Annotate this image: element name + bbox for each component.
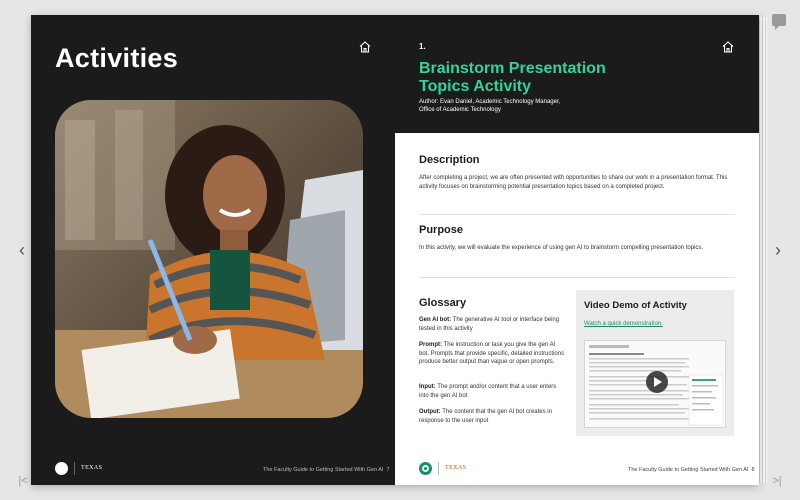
left-page <box>31 15 395 485</box>
page-number: 8 <box>751 467 755 473</box>
play-icon[interactable] <box>646 371 668 393</box>
section-divider <box>419 214 735 215</box>
page-title: Activities <box>55 43 179 73</box>
glossary-item: Gen AI bot: The generative AI tool or interface being tested in this activity <box>419 317 560 332</box>
texas-wordmark: TEXAS <box>445 465 467 471</box>
page-footer: The Faculty Guide to Getting Started With Gen AI 8 <box>628 467 755 473</box>
home-icon[interactable] <box>358 40 372 54</box>
book-spread <box>31 15 759 485</box>
purpose-heading: Purpose <box>419 224 464 236</box>
video-demo-card <box>576 290 734 436</box>
page-footer: The Faculty Guide to Getting Started With Gen AI 7 <box>263 467 390 473</box>
video-thumbnail[interactable] <box>584 340 726 428</box>
footer-logo <box>419 462 466 475</box>
glossary-heading: Glossary <box>419 297 467 309</box>
activity-title: Brainstorm Presentation Topics Activity <box>419 60 606 95</box>
author-credit: Author: Evan Daniel, Academic Technology Manager, Office of Academic Technology <box>419 99 561 113</box>
chevron-right-icon[interactable]: › <box>775 240 781 260</box>
chevron-left-icon[interactable]: ‹ <box>19 240 25 260</box>
comment-icon[interactable] <box>772 14 786 26</box>
last-page-icon[interactable]: >| <box>772 475 782 487</box>
page-number: 7 <box>386 467 390 473</box>
description-heading: Description <box>419 154 480 166</box>
glossary-item: Input: The prompt and/or content that a user enters into the gen AI bot <box>419 384 557 399</box>
activity-number: 1. <box>419 42 426 51</box>
g-logo-icon <box>55 462 68 475</box>
purpose-text: In this activity, we will evaluate the experience of using gen AI to brainstorm compelling presentation topics. <box>419 245 704 251</box>
student-photo <box>55 100 363 418</box>
glossary-item: Prompt: The instruction or task you give the gen AI bot. Prompts that provide specific, detailed instructions produce better output than vague or open prompts. <box>419 342 565 365</box>
description-text: After completing a project, we are often presented with opportunities to share our work in a presentation format. This activity focuses on brainstorming potential presentation topics based on a completed project. <box>419 175 728 190</box>
activity-header <box>395 15 759 133</box>
first-page-icon[interactable]: |< <box>18 475 28 487</box>
g-logo-icon <box>419 462 432 475</box>
footer-logo <box>55 462 102 475</box>
glossary-item: Output: The content that the gen AI bot creates in response to the user input <box>419 409 552 424</box>
right-page <box>395 15 759 485</box>
video-heading: Video Demo of Activity <box>584 300 687 311</box>
texas-wordmark: TEXAS <box>81 465 103 471</box>
home-icon[interactable] <box>721 40 735 54</box>
video-demo-link[interactable]: Watch a quick demonstration. <box>584 321 663 327</box>
section-divider <box>419 277 735 278</box>
